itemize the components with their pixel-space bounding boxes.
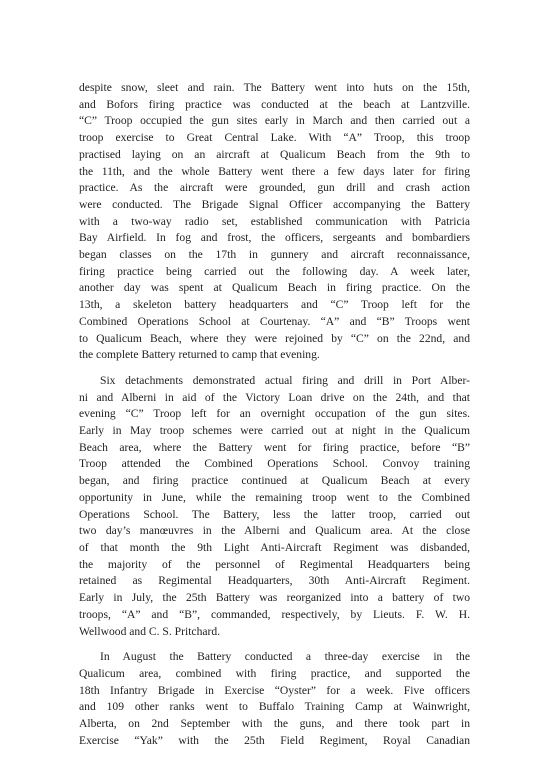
text-line: the majority of the personnel of Regimental Headquarters being bbox=[79, 557, 470, 571]
text-line: 13th, a skeleton battery headquarters and “C” Troop left for the bbox=[79, 298, 470, 312]
text-line: troop exercise to Great Central Lake. With “A” Troop, this troop bbox=[79, 131, 470, 145]
text-line: Combined Operations School at Courtenay. “A” and “B” Troops went bbox=[79, 314, 470, 328]
text-line: In August the Battery conducted a three-day exercise in the bbox=[100, 650, 470, 664]
text-line: retained as Regimental Headquarters, 30th Anti-Aircraft Regiment. bbox=[79, 574, 470, 588]
text-line: the 11th, and the whole Battery went there a few days later for firing bbox=[79, 164, 470, 178]
text-line: of that month the 9th Light Anti-Aircraft Regiment was disbanded, bbox=[79, 540, 470, 554]
text-line: Wellwood and C. S. Pritchard. bbox=[79, 624, 221, 638]
text-line: Early in July, the 25th Battery was reorganized into a battery of two bbox=[79, 591, 470, 605]
text-line: Operations School. The Battery, less the latter troop, carried out bbox=[79, 507, 470, 521]
text-line: Qualicum area, combined with firing practice, and supported the bbox=[79, 666, 470, 680]
text-line: Six detachments demonstrated actual firing and drill in Port Alber- bbox=[100, 373, 470, 387]
text-line: the complete Battery returned to camp that evening. bbox=[79, 348, 320, 362]
text-line: Bay Airfield. In fog and frost, the officers, sergeants and bombardiers bbox=[79, 231, 470, 245]
text-line: Beach area, where the Battery went for firing practice, before “B” bbox=[79, 440, 470, 454]
paragraph-1 bbox=[79, 80, 470, 364]
text-line: to Qualicum Beach, where they were rejoined by “C” on the 22nd, and bbox=[79, 331, 470, 345]
paragraph-2 bbox=[79, 373, 470, 640]
text-line: practised laying on an aircraft at Qualicum Beach from the 9th to bbox=[79, 147, 470, 161]
text-line: ni and Alberni in aid of the Victory Loan drive on the 24th, and that bbox=[79, 390, 470, 404]
text-line: Early in May troop schemes were carried out at night in the Qualicum bbox=[79, 424, 470, 438]
text-line: troops, “A” and “B”, commanded, respectively, by Lieuts. F. W. H. bbox=[79, 607, 470, 621]
text-line: opportunity in June, while the remaining troop went to the Combined bbox=[79, 490, 470, 504]
paragraph-3 bbox=[79, 649, 470, 749]
body-text bbox=[79, 80, 470, 758]
text-line: were conducted. The Brigade Signal Officer accompanying the Battery bbox=[79, 197, 470, 211]
text-line: practice. As the aircraft were grounded, gun drill and crash action bbox=[79, 181, 470, 195]
text-line: “C” Troop occupied the gun sites early in March and then carried out a bbox=[79, 114, 470, 128]
text-line: two day’s manœuvres in the Alberni and Qualicum area. At the close bbox=[79, 524, 470, 538]
text-line: firing practice being carried out the following day. A week later, bbox=[79, 264, 470, 278]
text-line: 18th Infantry Brigade in Exercise “Oyster” for a week. Five officers bbox=[79, 683, 470, 697]
text-line: Alberta, on 2nd September with the guns, and there took part in bbox=[79, 717, 470, 731]
text-line: another day was spent at Qualicum Beach in firing practice. On the bbox=[79, 281, 470, 295]
text-line: despite snow, sleet and rain. The Battery went into huts on the 15th, bbox=[79, 81, 470, 94]
text-line: with a two-way radio set, established communication with Patricia bbox=[79, 214, 470, 228]
text-line: Exercise “Yak” with the 25th Field Regiment, Royal Canadian bbox=[79, 733, 470, 747]
text-line: began classes on the 17th in gunnery and aircraft reconnaissance, bbox=[79, 248, 470, 262]
text-line: and 109 other ranks went to Buffalo Training Camp at Wainwright, bbox=[79, 700, 470, 714]
text-line: and Bofors firing practice was conducted at the beach at Lantzville. bbox=[79, 97, 470, 111]
text-line: evening “C” Troop left for an overnight occupation of the gun sites. bbox=[79, 407, 470, 421]
text-line: Troop attended the Combined Operations School. Convoy training bbox=[79, 457, 470, 471]
text-line: began, and firing practice continued at Qualicum Beach at every bbox=[79, 474, 470, 488]
